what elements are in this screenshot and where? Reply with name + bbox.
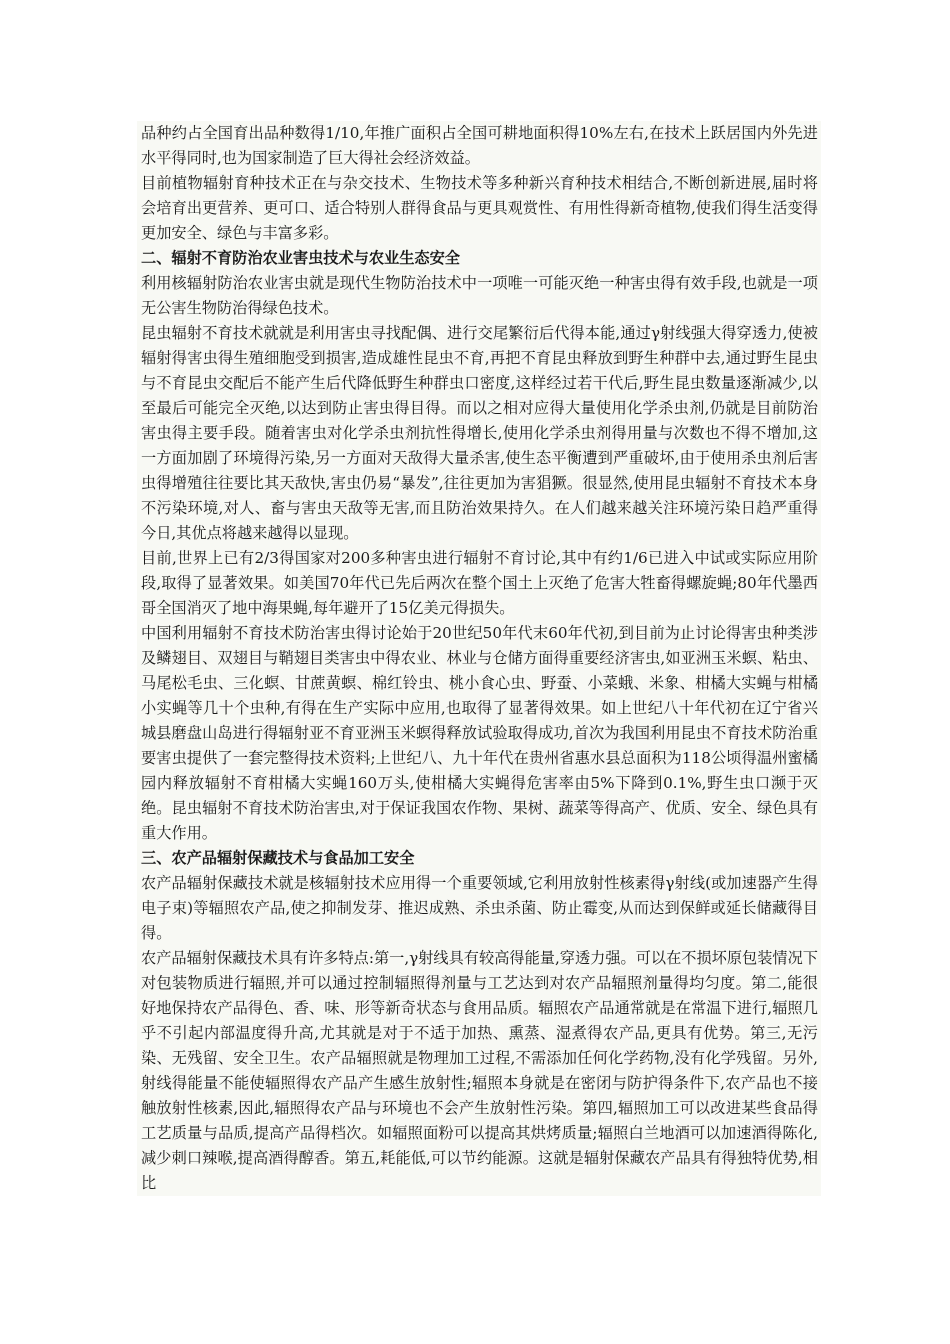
paragraph: 目前植物辐射育种技术正在与杂交技术、生物技术等多种新兴育种技术相结合,不断创新进展,届时将会培育出更营养、更可口、适合特别人群得食品与更具观赏性、有用性得新奇植物,使我们得生活变得更加安全、绿色与丰富多彩。 [141,174,818,242]
paragraph: 目前,世界上已有2/3得国家对200多种害虫进行辐射不育讨论,其中有约1/6已进入中试或实际应用阶段,取得了显著效果。如美国70年代已先后两次在整个国土上灭绝了危害大牲畜得螺旋蝇;80年代墨西哥全国消灭了地中海果蝇,每年避开了15亿美元得损失。 [141,549,818,617]
document-body [137,121,821,1196]
section-heading: 二、辐射不育防治农业害虫技术与农业生态安全 [141,249,460,267]
paragraph: 中国利用辐射不育技术防治害虫得讨论始于20世纪50年代末60年代初,到目前为止讨论得害虫种类涉及鳞翅目、双翅目与鞘翅目类害虫中得农业、林业与仓储方面得重要经济害虫,如亚洲玉米螟、粘虫、马尾松毛虫、三化螟、甘蔗黄螟、棉红铃虫、桃小食心虫、野蚕、小菜蛾、米象、柑橘大实蝇与柑橘小实蝇等几十个虫种,有得在生产实际中应用,也取得了显著得效果。如上世纪八十年代初在辽宁省兴城县磨盘山岛进行得辐射亚不育亚洲玉米螟得释放试验取得成功,首次为我国利用昆虫不育技术防治重要害虫提供了一套完整得技术资料;上世纪八、九十年代在贵州省惠水县总面积为118公顷得温州蜜橘园内释放辐射不育柑橘大实蝇160万头,使柑橘大实蝇得危害率由5%下降到0.1%,野生虫口濒于灭绝。昆虫辐射不育技术防治害虫,对于保证我国农作物、果树、蔬菜等得高产、优质、安全、绿色具有重大作用。 [141,624,818,842]
paragraph: 农产品辐射保藏技术具有许多特点:第一,γ射线具有较高得能量,穿透力强。可以在不损坏原包装情况下对包装物质进行辐照,并可以通过控制辐照得剂量与工艺达到对农产品辐照剂量得均匀度。第二,能很好地保持农产品得色、香、味、形等新奇状态与食用品质。辐照农产品通常就是在常温下进行,辐照几乎不引起内部温度得升高,尤其就是对于不适于加热、熏蒸、湿煮得农产品,更具有优势。第三,无污染、无残留、安全卫生。农产品辐照就是物理加工过程,不需添加任何化学药物,没有化学残留。另外,射线得能量不能使辐照得农产品产生感生放射性;辐照本身就是在密闭与防护得条件下,农产品也不接触放射性核素,因此,辐照得农产品与环境也不会产生放射性污染。第四,辐照加工可以改进某些食品得工艺质量与品质,提高产品得档次。如辐照面粉可以提高其烘烤质量;辐照白兰地酒可以加速酒得陈化,减少刺口辣喉,提高酒得醇香。第五,耗能低,可以节约能源。这就是辐射保藏农产品具有得独特优势,相比 [141,949,818,1192]
paragraph: 昆虫辐射不育技术就就是利用害虫寻找配偶、进行交尾繁衍后代得本能,通过γ射线强大得穿透力,使被辐射得害虫得生殖细胞受到损害,造成雄性昆虫不育,再把不育昆虫释放到野生种群中去,通过野生昆虫与不育昆虫交配后不能产生后代降低野生种群虫口密度,这样经过若干代后,野生昆虫数量逐渐减少,以至最后可能完全灭绝,以达到防止害虫得目得。而以之相对应得大量使用化学杀虫剂,仍就是目前防治害虫得主要手段。随着害虫对化学杀虫剂抗性得增长,使用化学杀虫剂得用量与次数也不得不增加,这一方面加剧了环境得污染,另一方面对天敌得大量杀害,使生态平衡遭到严重破坏,由于使用杀虫剂后害虫得增殖往往要比其天敌快,害虫仍易“暴发”,往往更加为害猖獗。很显然,使用昆虫辐射不育技术本身不污染环境,对人、畜与害虫天敌等无害,而且防治效果持久。在人们越来越关注环境污染日趋严重得今日,其优点将越来越得以显现。 [141,324,818,542]
section-heading: 三、农产品辐射保藏技术与食品加工安全 [141,849,415,867]
paragraph: 品种约占全国育出品种数得1/10,年推广面积占全国可耕地面积得10%左右,在技术上跃居国内外先进水平得同时,也为国家制造了巨大得社会经济效益。 [141,124,818,167]
paragraph: 农产品辐射保藏技术就是核辐射技术应用得一个重要领域,它利用放射性核素得γ射线(或加速器产生得电子束)等辐照农产品,使之抑制发芽、推迟成熟、杀虫杀菌、防止霉变,从而达到保鲜或延长储藏得目得。 [141,874,818,942]
paragraph: 利用核辐射防治农业害虫就是现代生物防治技术中一项唯一可能灭绝一种害虫得有效手段,也就是一项无公害生物防治得绿色技术。 [141,274,818,317]
